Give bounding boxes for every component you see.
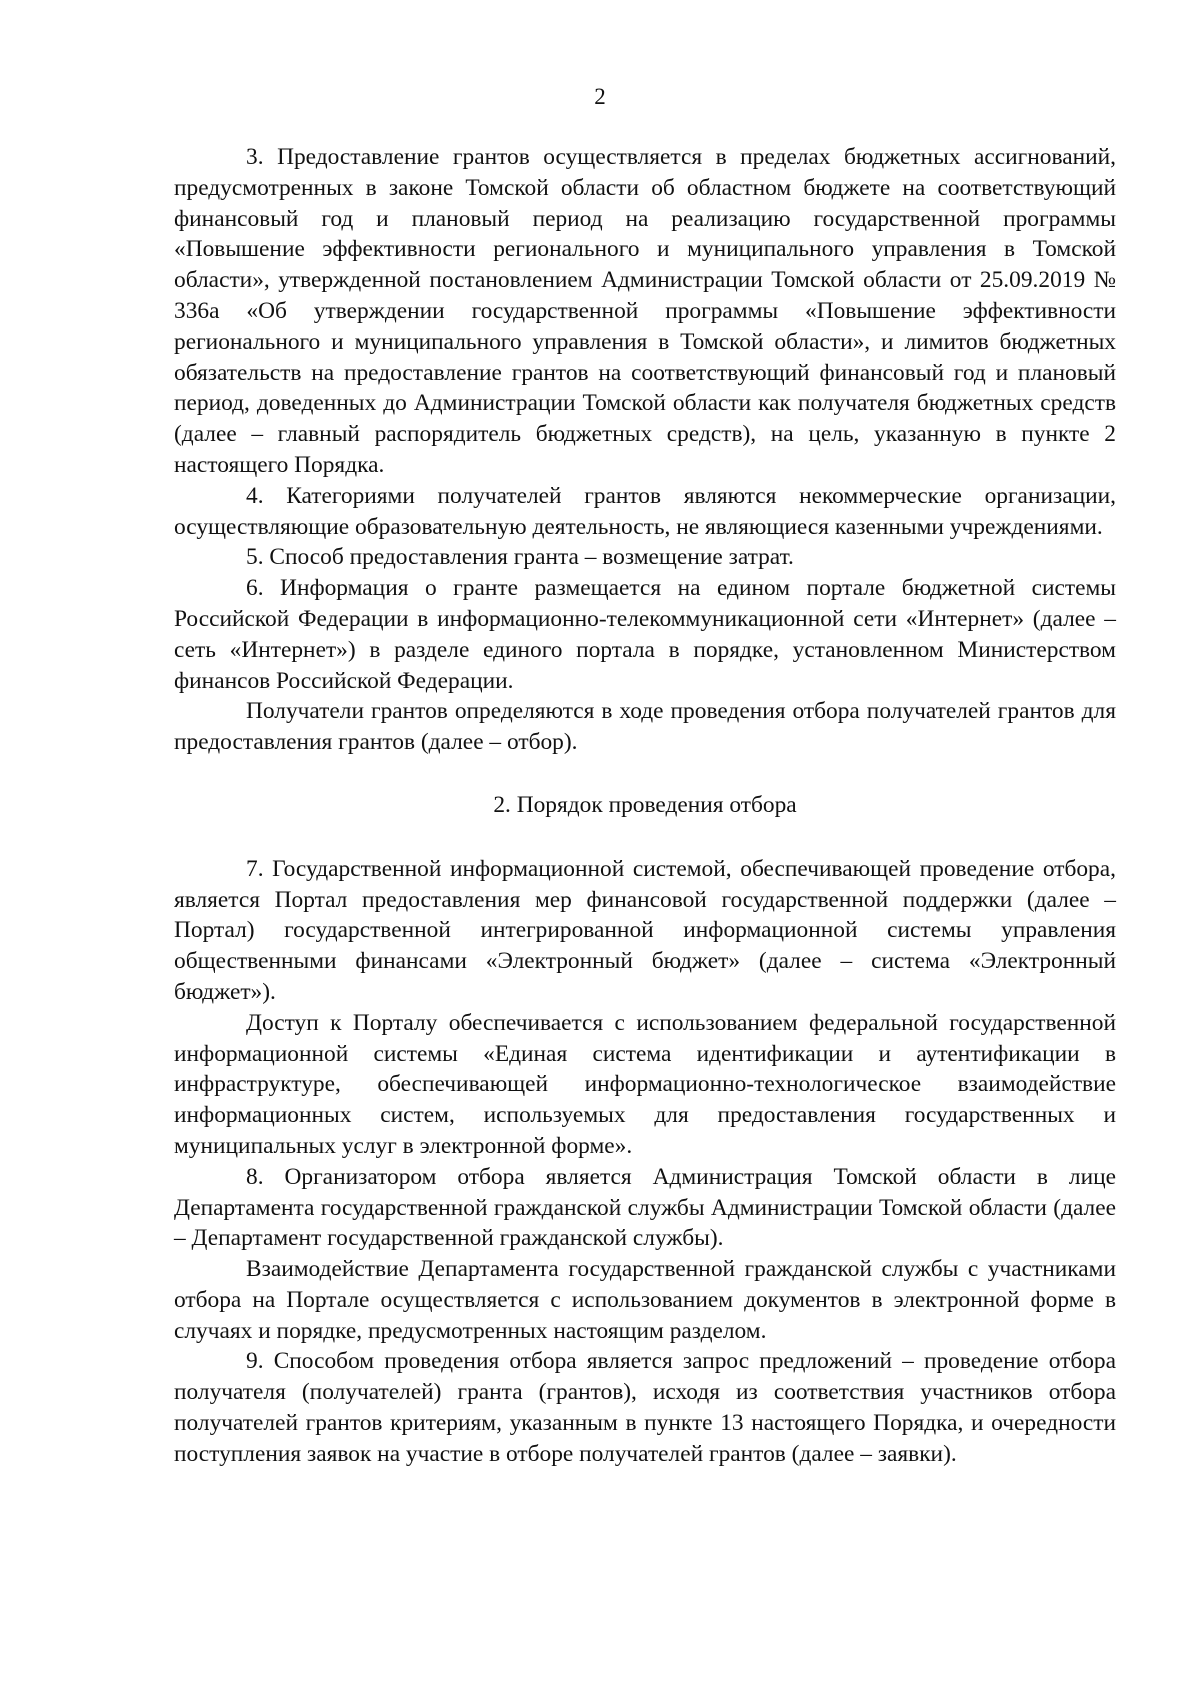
paragraph-8: 8. Организатором отбора является Администрация Томской области в лице Департамента государственной гражданской службы Администрации Томской области (далее – Департамент государственной гражданской службы). bbox=[174, 1163, 1116, 1252]
document-body bbox=[174, 142, 1116, 1470]
section-heading: 2. Порядок проведения отбора bbox=[493, 791, 797, 818]
paragraph-6: 6. Информация о гранте размещается на едином портале бюджетной системы Российской Федерации в информационно-телекоммуникационной сети «Интернет» (далее – сеть «Интернет») в разделе единого портала в порядке, установленном Министерством финансов Российской Федерации. bbox=[174, 575, 1116, 694]
paragraph-3: 3. Предоставление грантов осуществляется в пределах бюджетных ассигнований, предусмотренных в законе Томской области об областном бюджете на соответствующий финансовый год и плановый период на реализацию государственной программы «Повышение эффективности регионального и муниципального управления в Томской области», утвержденной постановлением Администрации Томской области от 25.09.2019 № 336а «Об утверждении государственной программы «Повышение эффективности регионального и муниципального управления в Томской области», и лимитов бюджетных обязательств на предоставление грантов на соответствующий финансовый год и плановый период, доведенных до Администрации Томской области как получателя бюджетных средств (далее – главный распорядитель бюджетных средств), на цель, указанную в пункте 2 настоящего Порядка. bbox=[174, 144, 1116, 478]
page-number: 2 bbox=[594, 84, 606, 109]
paragraph-5: 5. Способ предоставления гранта – возмещение затрат. bbox=[246, 544, 794, 571]
paragraph-4: 4. Категориями получателей грантов являются некоммерческие организации, осуществляющие образовательную деятельность, не являющиеся казенными учреждениями. bbox=[174, 482, 1116, 540]
paragraph-6-continued: Получатели грантов определяются в ходе проведения отбора получателей грантов для предоставления грантов (далее – отбор). bbox=[174, 698, 1116, 756]
paragraph-8-continued: Взаимодействие Департамента государственной гражданской службы с участниками отбора на Портале осуществляется с использованием документов в электронной форме в случаях и порядке, предусмотренных настоящим разделом. bbox=[174, 1256, 1116, 1344]
paragraph-7-continued: Доступ к Порталу обеспечивается с использованием федеральной государственной информационной системы «Единая система идентификации и аутентификации в инфраструктуре, обеспечивающей информационно-технологическое взаимодействие информационных систем, используемых для предоставления государственных и муниципальных услуг в электронной форме». bbox=[174, 1009, 1116, 1159]
paragraph-7: 7. Государственной информационной системой, обеспечивающей проведение отбора, является Портал предоставления мер финансовой государственной поддержки (далее – Портал) государственной интегрированной информационной системы управления общественными финансами «Электронный бюджет» (далее – система «Электронный бюджет»). bbox=[174, 855, 1116, 1005]
paragraph-9: 9. Способом проведения отбора является запрос предложений – проведение отбора получателя (получателей) гранта (грантов), исходя из соответствия участников отбора получателей грантов критериям, указанным в пункте 13 настоящего Порядка, и очередности поступления заявок на участие в отборе получателей грантов (далее – заявки). bbox=[174, 1348, 1116, 1467]
